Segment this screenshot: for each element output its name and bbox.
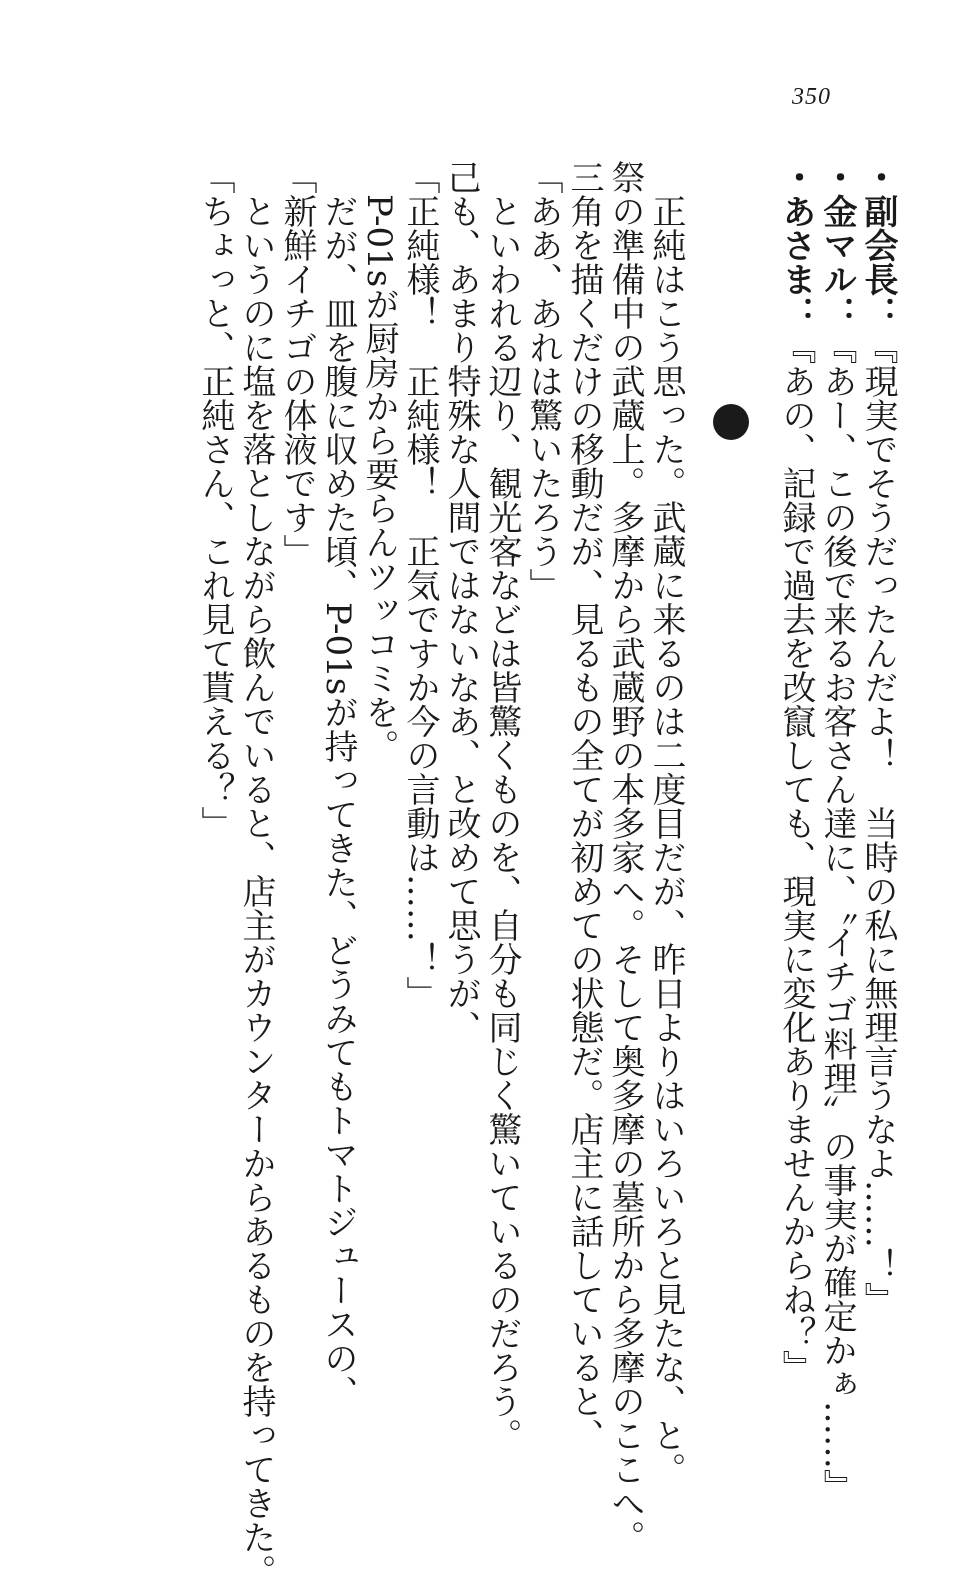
paragraph-line: 「ああ、あれは驚いたろう」 xyxy=(523,160,563,602)
dialogue-line xyxy=(776,160,816,1384)
paragraph-line: 「新鮮イチゴの体液です」 xyxy=(277,160,317,568)
dialogue-text: 『あの、記録で過去を改竄しても、現実に変化ありませんからね？』 xyxy=(776,330,816,1384)
speaker-label: ・副会長： xyxy=(858,160,898,330)
paragraph-line: P-01sが厨房から要らんツッコミを。 xyxy=(359,160,399,764)
vertical-text-block xyxy=(195,160,898,1588)
paragraph-line: といわれる辺り、観光客などは皆驚くものを、自分も同じく驚いているのだろう。 xyxy=(482,160,522,1452)
paragraph-line: 三角を描くだけの移動だが、見るもの全てが初めての状態だ。店主に話していると、 xyxy=(564,160,604,1452)
dialogue-line xyxy=(817,160,857,1503)
speaker-label: ・金マル： xyxy=(817,160,857,330)
paragraph-line: というのに塩を落としながら飲んでいると、店主がカウンターからあるものを持ってきた。 xyxy=(236,160,276,1588)
speaker-label: ・あさま： xyxy=(776,160,816,330)
paragraph-line: 己も、あまり特殊な人間ではないなあ、と改めて思うが、 xyxy=(441,160,481,1044)
filled-circle-icon xyxy=(713,404,749,440)
scene-break xyxy=(711,160,751,1280)
paragraph-line: 「正純様！ 正純様！ 正気ですか今の言動は……！」 xyxy=(400,160,440,1010)
dialogue-text: 『現実でそうだったんだよ！ 当時の私に無理言うなよ……！』 xyxy=(858,330,898,1316)
dialogue-line xyxy=(858,160,898,1316)
dialogue-text: 『あー、この後で来るお客さん達に、〝イチゴ料理〟の事実が確定かぁ……』 xyxy=(817,330,857,1503)
paragraph-line: 「ちょっと、正純さん、これ見て貰える？」 xyxy=(195,160,235,840)
paragraph-line: 祭の準備中の武蔵上。多摩から武蔵野の本多家へ。そして奥多摩の墓所から多摩のここへ。 xyxy=(605,160,645,1554)
page-number: 350 xyxy=(792,84,831,110)
paragraph-line: 正純はこう思った。武蔵に来るのは二度目だが、昨日よりはいろいろと見たな、と。 xyxy=(646,160,686,1486)
paragraph-line: だが、皿を腹に収めた頃、P-01sが持ってきた、どうみてもトマトジュースの、 xyxy=(318,160,358,1410)
